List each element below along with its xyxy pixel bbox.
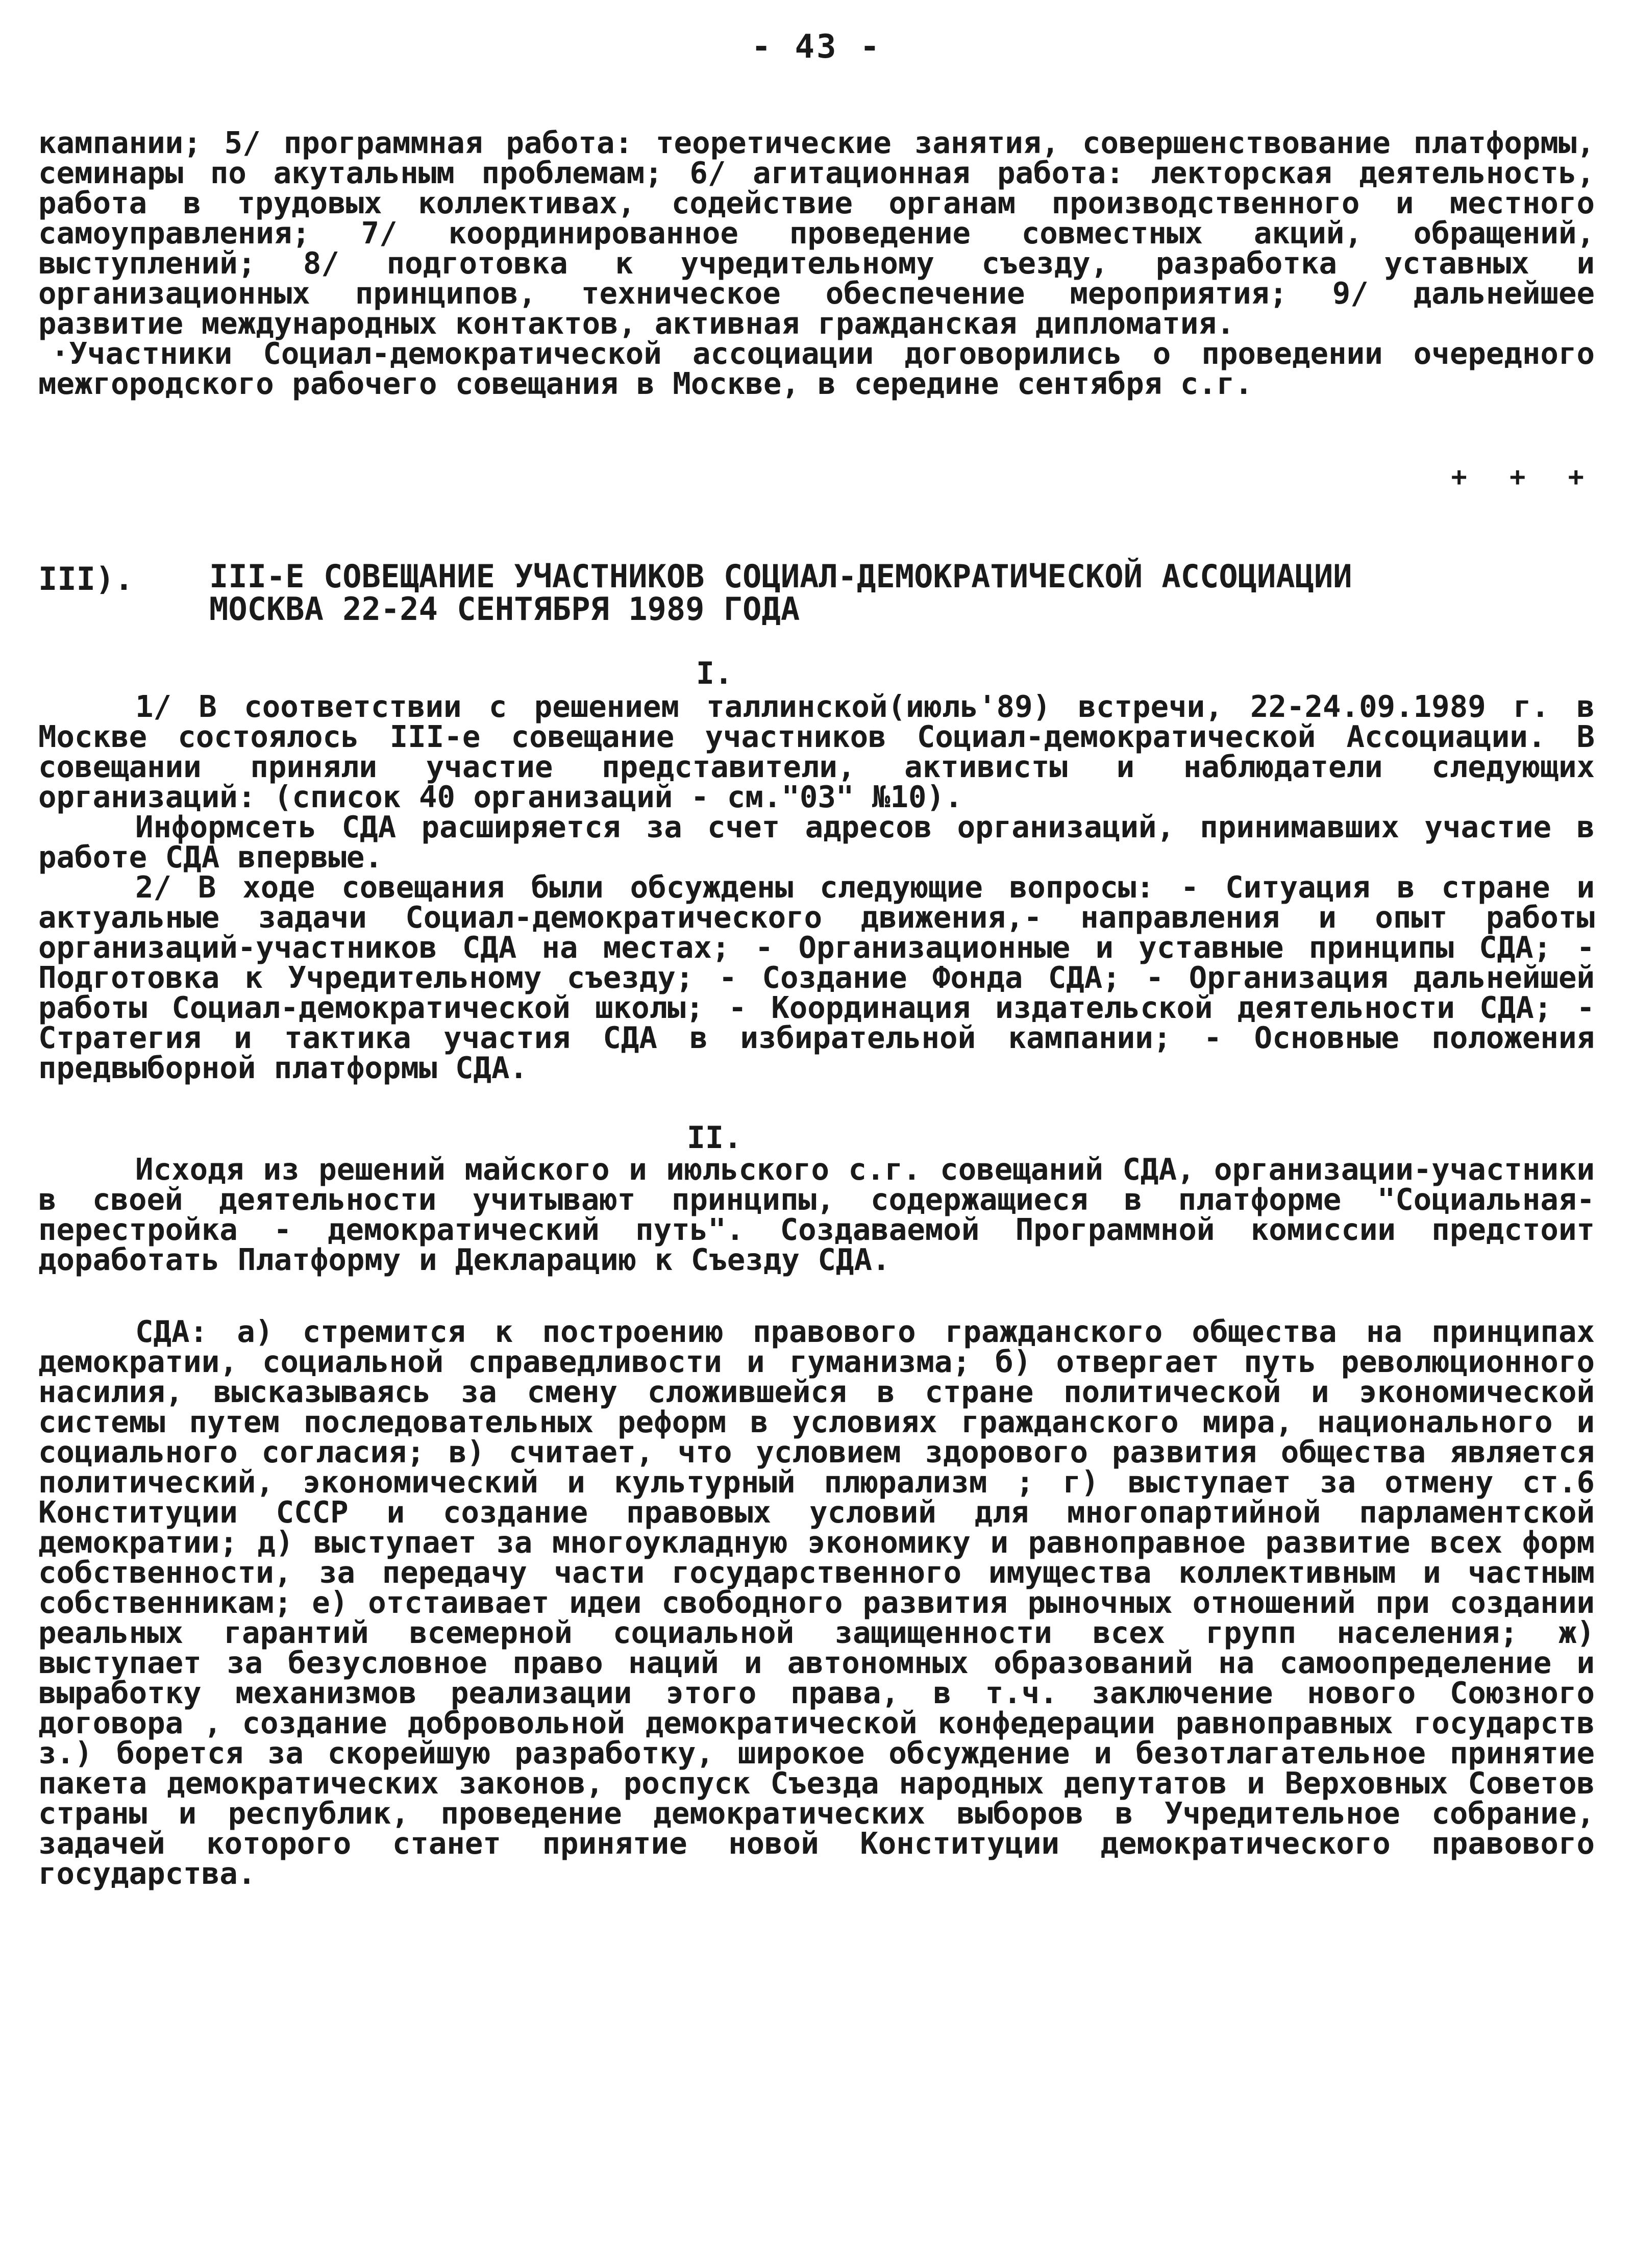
part-1-paragraph-2: Информсеть СДА расширяется за счет адресов организаций, принимавших участие в работе СДА впервые. [38,809,1595,875]
intro-paragraph: кампании; 5/ программная работа: теоретические занятия, совершенствование платформы, семинары по акутальным проблемам; 6/ агитационная работа: лекторская деятельность, работа в трудовых коллективах, содействие органам производственного и местного самоуправления; 7/ координированное проведение совместных акций, обращений, выступлений; 8/ подготовка к учредительному съезду, разработка уставных и организационных принципов, техническое обеспечение мероприятия; 9/ дальнейшее развитие международных контактов, активная гражданская дипломатия. [38,125,1595,341]
section-title-line-2: МОСКВА 22-24 СЕНТЯБРЯ 1989 ГОДА [209,590,800,628]
part-1-paragraph-1: 1/ В соответствии с решением таллинской(июль'89) встречи, 22-24.09.1989 г. в Москве состоялось III-е совещание участников Социал-демократической Ассоциации. В совещании приняли участие представители, активисты и наблюдатели следующих организаций: (список 40 организаций - см."03" №10). [38,689,1595,814]
intro-block [38,125,1595,401]
part-2-paragraph-1: Исходя из решений майского и июльского с.г. совещаний СДА, организации-участники в своей деятельности учитывают принципы, содержащиеся в платформе "Социальная-перестройка - демократический путь". Создаваемой Программной комиссии предстоит доработать Платформу и Декларацию к Съезду СДА. [38,1152,1595,1277]
section-title-line-1: III-Е СОВЕЩАНИЕ УЧАСТНИКОВ СОЦИАЛ-ДЕМОКРАТИЧЕСКОЙ АССОЦИАЦИИ [209,558,1352,595]
part-2-principles-block [38,1314,1595,1891]
part-1-heading: I. [696,656,733,691]
page-number: - 43 - [751,28,882,66]
part-2-paragraph-2: СДА: а) стремится к построению правового гражданского общества на принципах демократии, социальной справедливости и гуманизма; б) отвергает путь революционного насилия, высказываясь за смену сложившейся в стране политической и экономической системы путем последовательных реформ в условиях гражданского мира, национального и социального согласия; в) считает, что условием здорового развития общества является политический, экономический и культурный плюрализм ; г) выступает за отмену ст.6 Конституции СССР и создание правовых условий для многопартийной парламентской демократии; д) выступает за многоукладную экономику и равноправное развитие всех форм собственности, за передачу части государственного имущества коллективным и частным собственникам; е) отстаивает идеи свободного развития рыночных отношений при создании реальных гарантий всемерной социальной защищенности всех групп населения; ж) выступает за безусловное право наций и автономных образований на самоопределение и выработку механизмов реализации этого права, в т.ч. заключение нового Союзного договора , создание добровольной демократической конфедерации равноправных государств з.) борется за скорейшую разработку, широкое обсуждение и безотлагательное принятие пакета демократических законов, роспуск Съезда народных депутатов и Верховных Советов страны и республик, проведение демократических выборов в Учредительное собрание, задачей которого станет принятие новой Конституции демократического правового государства. [38,1314,1595,1891]
section-number: III). [38,560,134,597]
part-2-heading: II. [686,1120,743,1156]
section-title [209,560,1587,626]
part-1-block [38,691,1595,1083]
section-separator: + + + [1451,462,1597,492]
part-2-intro-block [38,1154,1595,1275]
part-1-paragraph-3: 2/ В ходе совещания были обсуждены следующие вопросы: - Ситуация в стране и актуальные задачи Социал-демократического движения,- направления и опыт работы организаций-участников СДА на местах; - Организационные и уставные принципы СДА; - Подготовка к Учредительному съезду; - Создание Фонда СДА; - Организация дальнейшей работы Социал-демократической школы; - Координация издательской деятельности СДА; - Стратегия и тактика участия СДА в избирательной кампании; - Основные положения предвыборной платформы СДА. [38,869,1595,1085]
agreement-paragraph: ·Участники Социал-демократической ассоциации договорились о проведении очередного межгородского рабочего совещания в Москве, в середине сентября с.г. [38,336,1595,401]
